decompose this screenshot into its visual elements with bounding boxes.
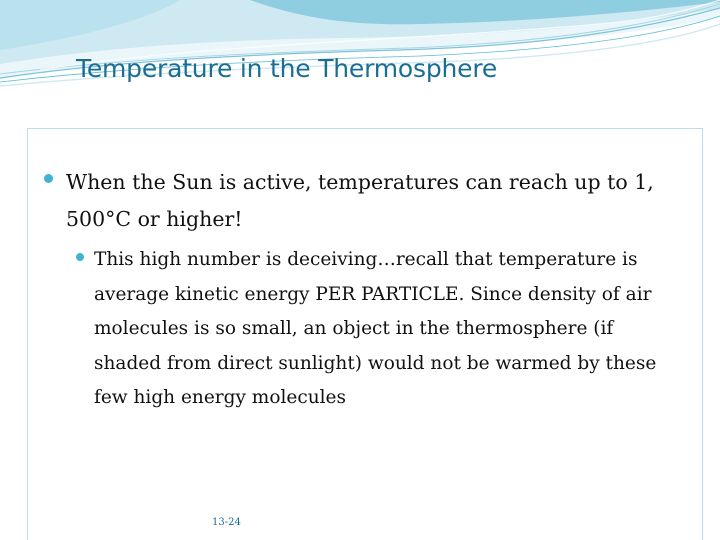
bullet-text: When the Sun is active, temperatures can reach up to 1, 500°C or higher! bbox=[66, 170, 654, 231]
bullet-level-1 bbox=[44, 164, 684, 238]
slide-title: Temperature in the Thermosphere bbox=[76, 54, 498, 83]
sub-bullet-dot-icon bbox=[76, 253, 84, 261]
bullet-level-2 bbox=[76, 243, 676, 416]
bullet-dot-icon bbox=[44, 174, 53, 183]
sub-bullet-text: This high number is deceiving…recall that temperature is average kinetic energy PER PARTICLE. Since density of air molecules is so small, an object in the thermosphere (if shaded from direct sunlight) would not be warmed by these few high energy molecules bbox=[94, 249, 657, 408]
page-number: 13-24 bbox=[212, 517, 241, 528]
